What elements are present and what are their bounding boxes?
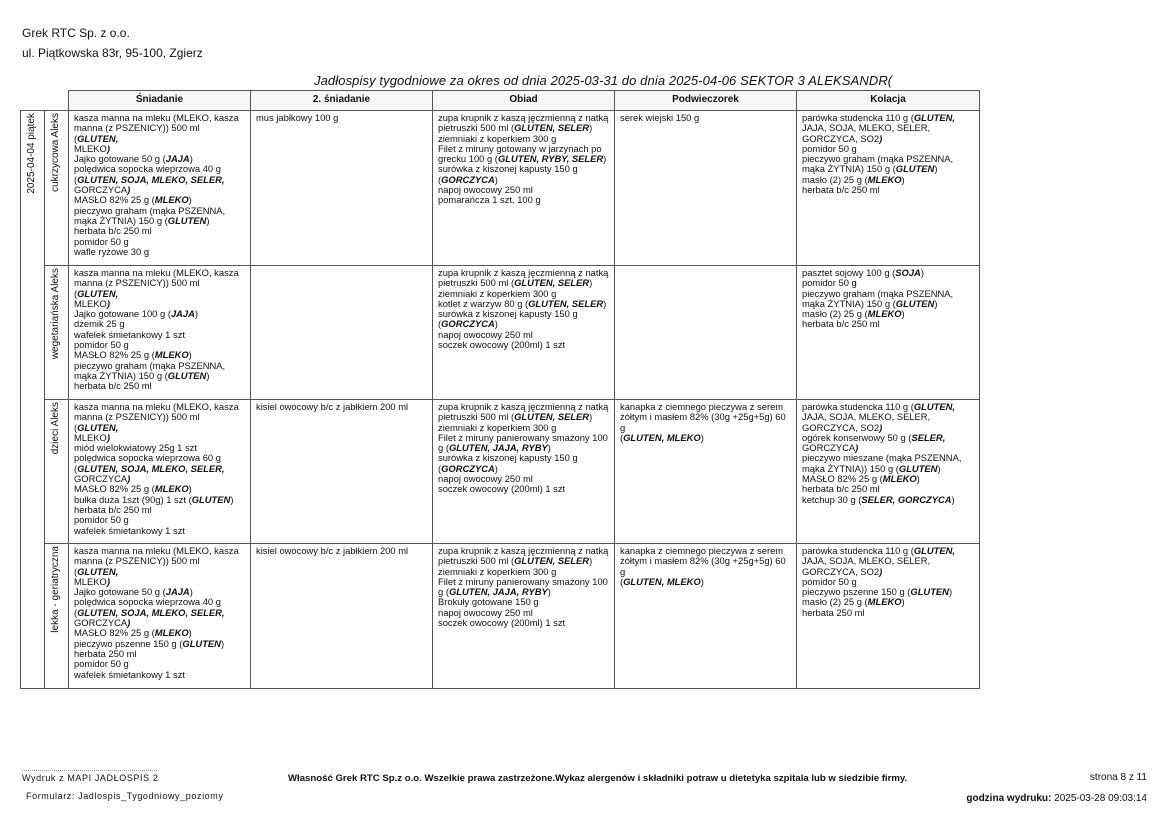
meal-item: soczek owocowy (200ml) 1 szt (438, 483, 566, 495)
meal-item: manna (z PSZENICY)) 500 ml (GLUTEN, (74, 122, 200, 144)
column-header-obiad: Obiad (433, 91, 615, 111)
meal-item: parówka studencka 110 g (GLUTEN, (802, 401, 956, 412)
header-spacer (21, 91, 45, 111)
meal-item: pomidor 50 g (74, 658, 129, 670)
meal-item: herbata b/c 250 ml (802, 483, 880, 495)
allergen-text: MLEKO (154, 194, 189, 206)
meal-item: ziemniaki z koperkiem 300 g (438, 132, 557, 144)
meal-item: manna (z PSZENICY)) 500 ml (GLUTEN, (74, 411, 200, 433)
allergen-text: MLEKO (154, 483, 189, 495)
allergen-text: GLUTEN, SELER (514, 277, 590, 289)
meal-item: (GLUTEN, SOJA, MLEKO, SELER, (74, 462, 225, 474)
allergen-text: JAJA (165, 586, 190, 598)
allergen-text: ) (879, 421, 883, 433)
meal-item: GORCZYCA, SO2) (802, 421, 883, 433)
diet-row (21, 400, 980, 544)
meal-cell-sniadanie (69, 266, 251, 400)
diet-name-cell (45, 400, 69, 544)
meal-item: pieczywo graham (mąka PSZENNA, (802, 287, 954, 299)
meal-item: wafle ryżowe 30 g (74, 245, 150, 257)
company-address: ul. Piątkowska 83r, 95-100, Zgierz (22, 46, 203, 60)
meal-item: (GLUTEN, SOJA, MLEKO, SELER, (74, 173, 225, 185)
meal-cell-sniadanie (69, 544, 251, 689)
column-header-kolacja: Kolacja (797, 91, 980, 111)
meal-item: MASŁO 82% 25 g (MLEKO) (74, 349, 192, 361)
meal-item: (GLUTEN, MLEKO) (620, 575, 704, 587)
meal-cell-kolacja (797, 544, 980, 689)
meal-item: MLEKO) (74, 297, 110, 309)
meal-item: herbata b/c 250 ml (802, 184, 880, 196)
allergen-text: MLEKO (867, 308, 902, 320)
meal-item: pomarańcza 1 szt. 100 g (438, 194, 541, 206)
allergen-text: GLUTEN, (77, 565, 119, 577)
meal-item: (GLUTEN, SOJA, MLEKO, SELER, (74, 606, 225, 618)
column-header-podwieczorek: Podwieczorek (615, 91, 797, 111)
meal-item: kasza manna na mleku (MLEKO, kasza (74, 401, 239, 412)
meal-item: kanapka z ciemnego pieczywa z serem (620, 401, 784, 412)
meal-item: manna (z PSZENICY)) 500 ml (GLUTEN, (74, 555, 200, 577)
diet-name: cukrzycowa Aleks (50, 113, 62, 192)
diet-name-cell (45, 266, 69, 400)
meal-item: mąka ŻYTNIA) 150 g (GLUTEN) (74, 214, 210, 226)
allergen-text: GLUTEN, SELER (514, 555, 590, 567)
allergen-text: MLEKO (154, 627, 189, 639)
allergen-text: GORCZYCA (441, 173, 495, 185)
meal-item: kanapka z ciemnego pieczywa z serem (620, 545, 784, 556)
allergen-text: GLUTEN, MLEKO (623, 575, 701, 587)
meal-item: pieczywo pszenne 150 g (GLUTEN) (802, 586, 953, 598)
meal-item: GORCZYCA, SO2) (802, 565, 883, 577)
meal-item: surówka z kiszonej kapusty 150 g (438, 163, 578, 175)
allergen-text: GLUTEN, JAJA, RYBY (448, 586, 548, 598)
meal-item: wafelek śmietankowy 1 szt (74, 668, 185, 680)
meal-item: herbata 250 ml (802, 606, 865, 618)
meal-item: ziemniaki z koperkiem 300 g (438, 421, 557, 433)
company-name: Grek RTC Sp. z o.o. (22, 26, 130, 40)
allergen-text: GLUTEN, (77, 421, 119, 433)
meal-item: ketchup 30 g (SELER, GORCZYCA) (802, 493, 955, 505)
meal-item: MLEKO) (74, 575, 110, 587)
allergen-text: MLEKO (867, 173, 902, 185)
page-title: Jadłospisy tygodniowe za okres od dnia 2025-03-31 do dnia 2025-04-06 SEKTOR 3 ALEKSANDR( (314, 73, 893, 88)
allergen-text: MLEKO (867, 596, 902, 608)
meal-item: GORCZYCA) (74, 617, 131, 629)
meal-item: parówka studencka 110 g (GLUTEN, (802, 112, 956, 123)
meal-item: dżemik 25 g (74, 318, 125, 330)
allergen-text: GLUTEN, (77, 287, 119, 299)
meal-cell-drugie-sniadanie (251, 111, 433, 266)
menu-body (21, 111, 980, 689)
allergen-text: GLUTEN (182, 637, 221, 649)
meal-item: pieczywo graham (mąka PSZENNA, (74, 204, 226, 216)
allergen-text: JAJA (170, 308, 195, 320)
meal-item: kasza manna na mleku (MLEKO, kasza (74, 112, 239, 123)
meal-item: pietruszki 500 ml (GLUTEN, SELER) (438, 277, 593, 289)
allergen-text: SELER, GORCZYCA (861, 493, 952, 505)
meal-item: zupa krupnik z kaszą jęczmienną z natką (438, 112, 609, 123)
allergen-text: ) (106, 297, 110, 309)
allergen-text: GLUTEN, RYBY, SELER (497, 153, 604, 165)
date-label: 2025-04-04 piątek (26, 113, 38, 194)
allergen-text: GLUTEN, JAJA, RYBY (448, 442, 548, 454)
meal-item: GORCZYCA) (74, 184, 131, 196)
meal-cell-drugie-sniadanie (251, 266, 433, 400)
meal-item: ziemniaki z koperkiem 300 g (438, 565, 557, 577)
meal-item: pietruszki 500 ml (GLUTEN, SELER) (438, 411, 593, 423)
allergen-text: MLEKO (154, 349, 189, 361)
footer-ownership: Własność Grek RTC Sp.z o.o. Wszelkie prawa zastrzeżone.Wykaz alergenów i składniki potraw u dietetyka szpitala lub w siedzibie firmy. (288, 773, 908, 784)
meal-cell-drugie-sniadanie (251, 544, 433, 689)
meal-item: pomidor 50 g (802, 575, 857, 587)
diet-row (21, 111, 980, 266)
allergen-text: ) (106, 575, 110, 587)
diet-name: dzieci Aleks (50, 402, 62, 455)
meal-item: manna (z PSZENICY)) 500 ml (GLUTEN, (74, 277, 200, 299)
allergen-text: GLUTEN (898, 462, 938, 474)
allergen-text: GLUTEN, SOJA, MLEKO, SELER, (77, 173, 225, 185)
meal-item: MLEKO) (74, 431, 110, 443)
meal-item: polędwica sopocka wieprzowa 40 g (74, 163, 221, 175)
meal-item: zupa krupnik z kaszą jęczmienną z natką (438, 401, 609, 412)
meal-cell-obiad (433, 544, 615, 689)
meal-item: pietruszki 500 ml (GLUTEN, SELER) (438, 555, 593, 567)
meal-item: serek wiejski 150 g (620, 112, 700, 123)
company-header (22, 23, 203, 63)
allergen-text: GLUTEN, SELER (528, 297, 604, 309)
meal-item: surówka z kiszonej kapusty 150 g (438, 308, 578, 320)
allergen-text: GLUTEN, MLEKO (623, 431, 701, 443)
meal-item: Jajko gotowane 50 g (JAJA) (74, 586, 193, 598)
meal-item: kisiel owocowy b/c z jabłkiem 200 ml (256, 401, 409, 412)
meal-item: bułka duża 1szt (90g) 1 szt (GLUTEN) (74, 493, 234, 505)
meal-item: herbata 250 ml (74, 647, 137, 659)
header-row (21, 91, 980, 111)
meal-item: GORCZYCA, SO2) (802, 132, 883, 144)
meal-item: soczek owocowy (200ml) 1 szt (438, 617, 566, 629)
meal-item: (GORCZYCA) (438, 173, 498, 185)
date-cell (21, 111, 45, 689)
allergen-text: GLUTEN, (77, 132, 119, 144)
meal-cell-obiad (433, 400, 615, 544)
print-time-label: godzina wydruku: (966, 793, 1052, 804)
allergen-text: GLUTEN (167, 214, 207, 226)
meal-item: pieczywo pszenne 150 g (GLUTEN) (74, 637, 225, 649)
meal-item: herbata b/c 250 ml (74, 380, 152, 392)
allergen-text: ) (127, 617, 131, 629)
allergen-text: ) (127, 473, 131, 485)
meal-item: mąka ŻYTNIA) 150 g (GLUTEN) (802, 163, 938, 175)
meal-item: pomidor 50 g (74, 514, 129, 526)
meal-item: GORCZYCA) (802, 442, 859, 454)
diet-row (21, 544, 980, 689)
meal-cell-obiad (433, 266, 615, 400)
meal-item: Filet z miruny panierowany smażony 100 (438, 575, 608, 587)
allergen-text: GLUTEN (895, 163, 935, 175)
meal-item: JAJA, SOJA, MLEKO, SELER, (802, 122, 931, 134)
meal-item: MASŁO 82% 25 g (MLEKO) (74, 627, 192, 639)
meal-item: (GLUTEN, MLEKO) (620, 431, 704, 443)
meal-item: JAJA, SOJA, MLEKO, SELER, (802, 411, 931, 423)
allergen-text: GLUTEN (167, 369, 207, 381)
allergen-text: GLUTEN (895, 297, 935, 309)
allergen-text: ) (855, 442, 859, 454)
meal-item: mus jabłkowy 100 g (256, 112, 339, 123)
footer-form: Formularz: Jadlospis_Tygodniowy_poziomy (26, 791, 224, 801)
meal-item: Filet z miruny panierowany smażony 100 (438, 431, 608, 443)
diet-name-cell (45, 111, 69, 266)
meal-item: pietruszki 500 ml (GLUTEN, SELER) (438, 122, 593, 134)
print-time-value: 2025-03-28 09:03:14 (1054, 793, 1147, 804)
allergen-text: JAJA (165, 153, 190, 165)
meal-cell-kolacja (797, 266, 980, 400)
allergen-text: MLEKO (882, 473, 917, 485)
allergen-text: GLUTEN, SOJA, MLEKO, SELER, (77, 462, 225, 474)
diet-name: wegetariańska Aleks (50, 268, 62, 360)
meal-item: wafelek śmietankowy 1 szt (74, 524, 185, 536)
meal-item: pomidor 50 g (802, 277, 857, 289)
allergen-text: ) (106, 431, 110, 443)
meal-cell-kolacja (797, 400, 980, 544)
meal-item: wafelek śmietankowy 1 szt (74, 328, 185, 340)
meal-item: mąka ŻYTNIA) 150 g (GLUTEN) (802, 297, 938, 309)
meal-item: (GORCZYCA) (438, 318, 498, 330)
meal-item: JAJA, SOJA, MLEKO, SELER, (802, 555, 931, 567)
meal-cell-podwieczorek (615, 266, 797, 400)
meal-item: surówka z kiszonej kapusty 150 g (438, 452, 578, 464)
meal-item: MASŁO 82% 25 g (MLEKO) (74, 194, 192, 206)
diet-name-cell (45, 544, 69, 689)
column-header-sniadanie: Śniadanie (69, 91, 251, 111)
meal-item: kasza manna na mleku (MLEKO, kasza (74, 545, 239, 556)
header-spacer (45, 91, 69, 111)
meal-item: MASŁO 82% 25 g (MLEKO) (802, 473, 920, 485)
column-header-drugie-sniadanie: 2. śniadanie (251, 91, 433, 111)
meal-cell-podwieczorek (615, 544, 797, 689)
meal-item: herbata b/c 250 ml (74, 225, 152, 237)
meal-item: parówka studencka 110 g (GLUTEN, (802, 545, 956, 556)
meal-item: soczek owocowy (200ml) 1 szt (438, 339, 566, 351)
meal-item: Jajko gotowane 50 g (JAJA) (74, 153, 193, 165)
meal-item: g (GLUTEN, JAJA, RYBY) (438, 442, 551, 454)
allergen-text: GLUTEN, SELER (514, 411, 590, 423)
meal-item: MLEKO) (74, 142, 110, 154)
footer-printout: Wydruk z MAPI JADŁOSPIS 2 (22, 773, 159, 783)
meal-item: Jajko gotowane 100 g (JAJA) (74, 308, 199, 320)
meal-item: kotlet z warzyw 80 g (GLUTEN, SELER) (438, 297, 607, 309)
meal-item: pasztet sojowy 100 g (SOJA) (802, 267, 924, 278)
meal-item: pomidor 50 g (74, 339, 129, 351)
meal-item: ziemniaki z koperkiem 300 g (438, 287, 557, 299)
meal-cell-drugie-sniadanie (251, 400, 433, 544)
allergen-text: ) (879, 565, 883, 577)
diet-row (21, 266, 980, 400)
meal-cell-podwieczorek (615, 400, 797, 544)
meal-item: kasza manna na mleku (MLEKO, kasza (74, 267, 239, 278)
allergen-text: GORCZYCA (441, 462, 495, 474)
allergen-text: GLUTEN, (913, 112, 956, 123)
menu-table (20, 90, 980, 689)
allergen-text: GLUTEN, (913, 401, 956, 412)
allergen-text: ) (879, 132, 883, 144)
allergen-text: ) (106, 142, 110, 154)
meal-item: pomidor 50 g (802, 142, 857, 154)
meal-cell-sniadanie (69, 400, 251, 544)
meal-item: polędwica sopocka wieprzowa 60 g (74, 452, 221, 464)
allergen-text: SOJA (895, 267, 921, 278)
meal-item: (GORCZYCA) (438, 462, 498, 474)
meal-item: pieczywo mieszane (mąka PSZENNA, (802, 452, 962, 464)
meal-item: mąka ŻYTNIA)) 150 g (GLUTEN) (802, 462, 941, 474)
meal-item: mąka ŻYTNIA) 150 g (GLUTEN) (74, 369, 210, 381)
meal-item: ogórek konserwowy 50 g (SELER, (802, 431, 946, 443)
allergen-text: SELER, (911, 431, 946, 443)
meal-item: masło (2) 25 g (MLEKO) (802, 596, 905, 608)
meal-item: MASŁO 82% 25 g (MLEKO) (74, 483, 192, 495)
allergen-text: GLUTEN (910, 586, 949, 598)
meal-item: masło (2) 25 g (MLEKO) (802, 173, 905, 185)
meal-item: żółtym i masłem 82% (30g +25g+5g) 60 g (620, 411, 786, 433)
meal-item: polędwica sopocka wieprzowa 40 g (74, 596, 221, 608)
allergen-text: GLUTEN (191, 493, 231, 505)
meal-item: masło (2) 25 g (MLEKO) (802, 308, 905, 320)
meal-item: pieczywo graham (mąka PSZENNA, (74, 359, 226, 371)
meal-item: zupa krupnik z kaszą jęczmienną z natką (438, 267, 609, 278)
meal-item: napoj owocowy 250 ml (438, 606, 533, 618)
footer-print-time (966, 793, 1147, 804)
meal-item: grecku 100 g (GLUTEN, RYBY, SELER) (438, 153, 607, 165)
allergen-text: ) (127, 184, 131, 196)
meal-item: pomidor 50 g (74, 235, 129, 247)
meal-item: Brokuły gotowane 150 g (438, 596, 539, 608)
meal-item: napoj owocowy 250 ml (438, 473, 533, 485)
meal-item: Filet z miruny gotowany w jarzynach po (438, 142, 602, 154)
meal-item: żółtym i masłem 82% (30g +25g+5g) 60 g (620, 555, 786, 577)
diet-name: lekka - geriatryczna (50, 546, 62, 633)
meal-item: zupa krupnik z kaszą jęczmienną z natką (438, 545, 609, 556)
meal-item: pieczywo graham (mąka PSZENNA, (802, 153, 954, 165)
meal-item: miód wielokwiatowy 25g 1 szt (74, 442, 197, 454)
footer-divider (22, 770, 157, 771)
meal-cell-kolacja (797, 111, 980, 266)
meal-item: kisiel owocowy b/c z jabłkiem 200 ml (256, 545, 409, 556)
meal-item: napoj owocowy 250 ml (438, 328, 533, 340)
meal-cell-podwieczorek (615, 111, 797, 266)
meal-item: g (GLUTEN, JAJA, RYBY) (438, 586, 551, 598)
meal-item: herbata b/c 250 ml (802, 318, 880, 330)
meal-cell-sniadanie (69, 111, 251, 266)
meal-item: herbata b/c 250 ml (74, 503, 152, 515)
meal-item: GORCZYCA) (74, 473, 131, 485)
allergen-text: GLUTEN, SOJA, MLEKO, SELER, (77, 606, 225, 618)
allergen-text: GLUTEN, (913, 545, 956, 556)
meal-cell-obiad (433, 111, 615, 266)
allergen-text: GORCZYCA (441, 318, 495, 330)
meal-item: napoj owocowy 250 ml (438, 184, 533, 196)
footer-page-number: strona 8 z 11 (1089, 772, 1147, 783)
allergen-text: GLUTEN, SELER (514, 122, 590, 134)
